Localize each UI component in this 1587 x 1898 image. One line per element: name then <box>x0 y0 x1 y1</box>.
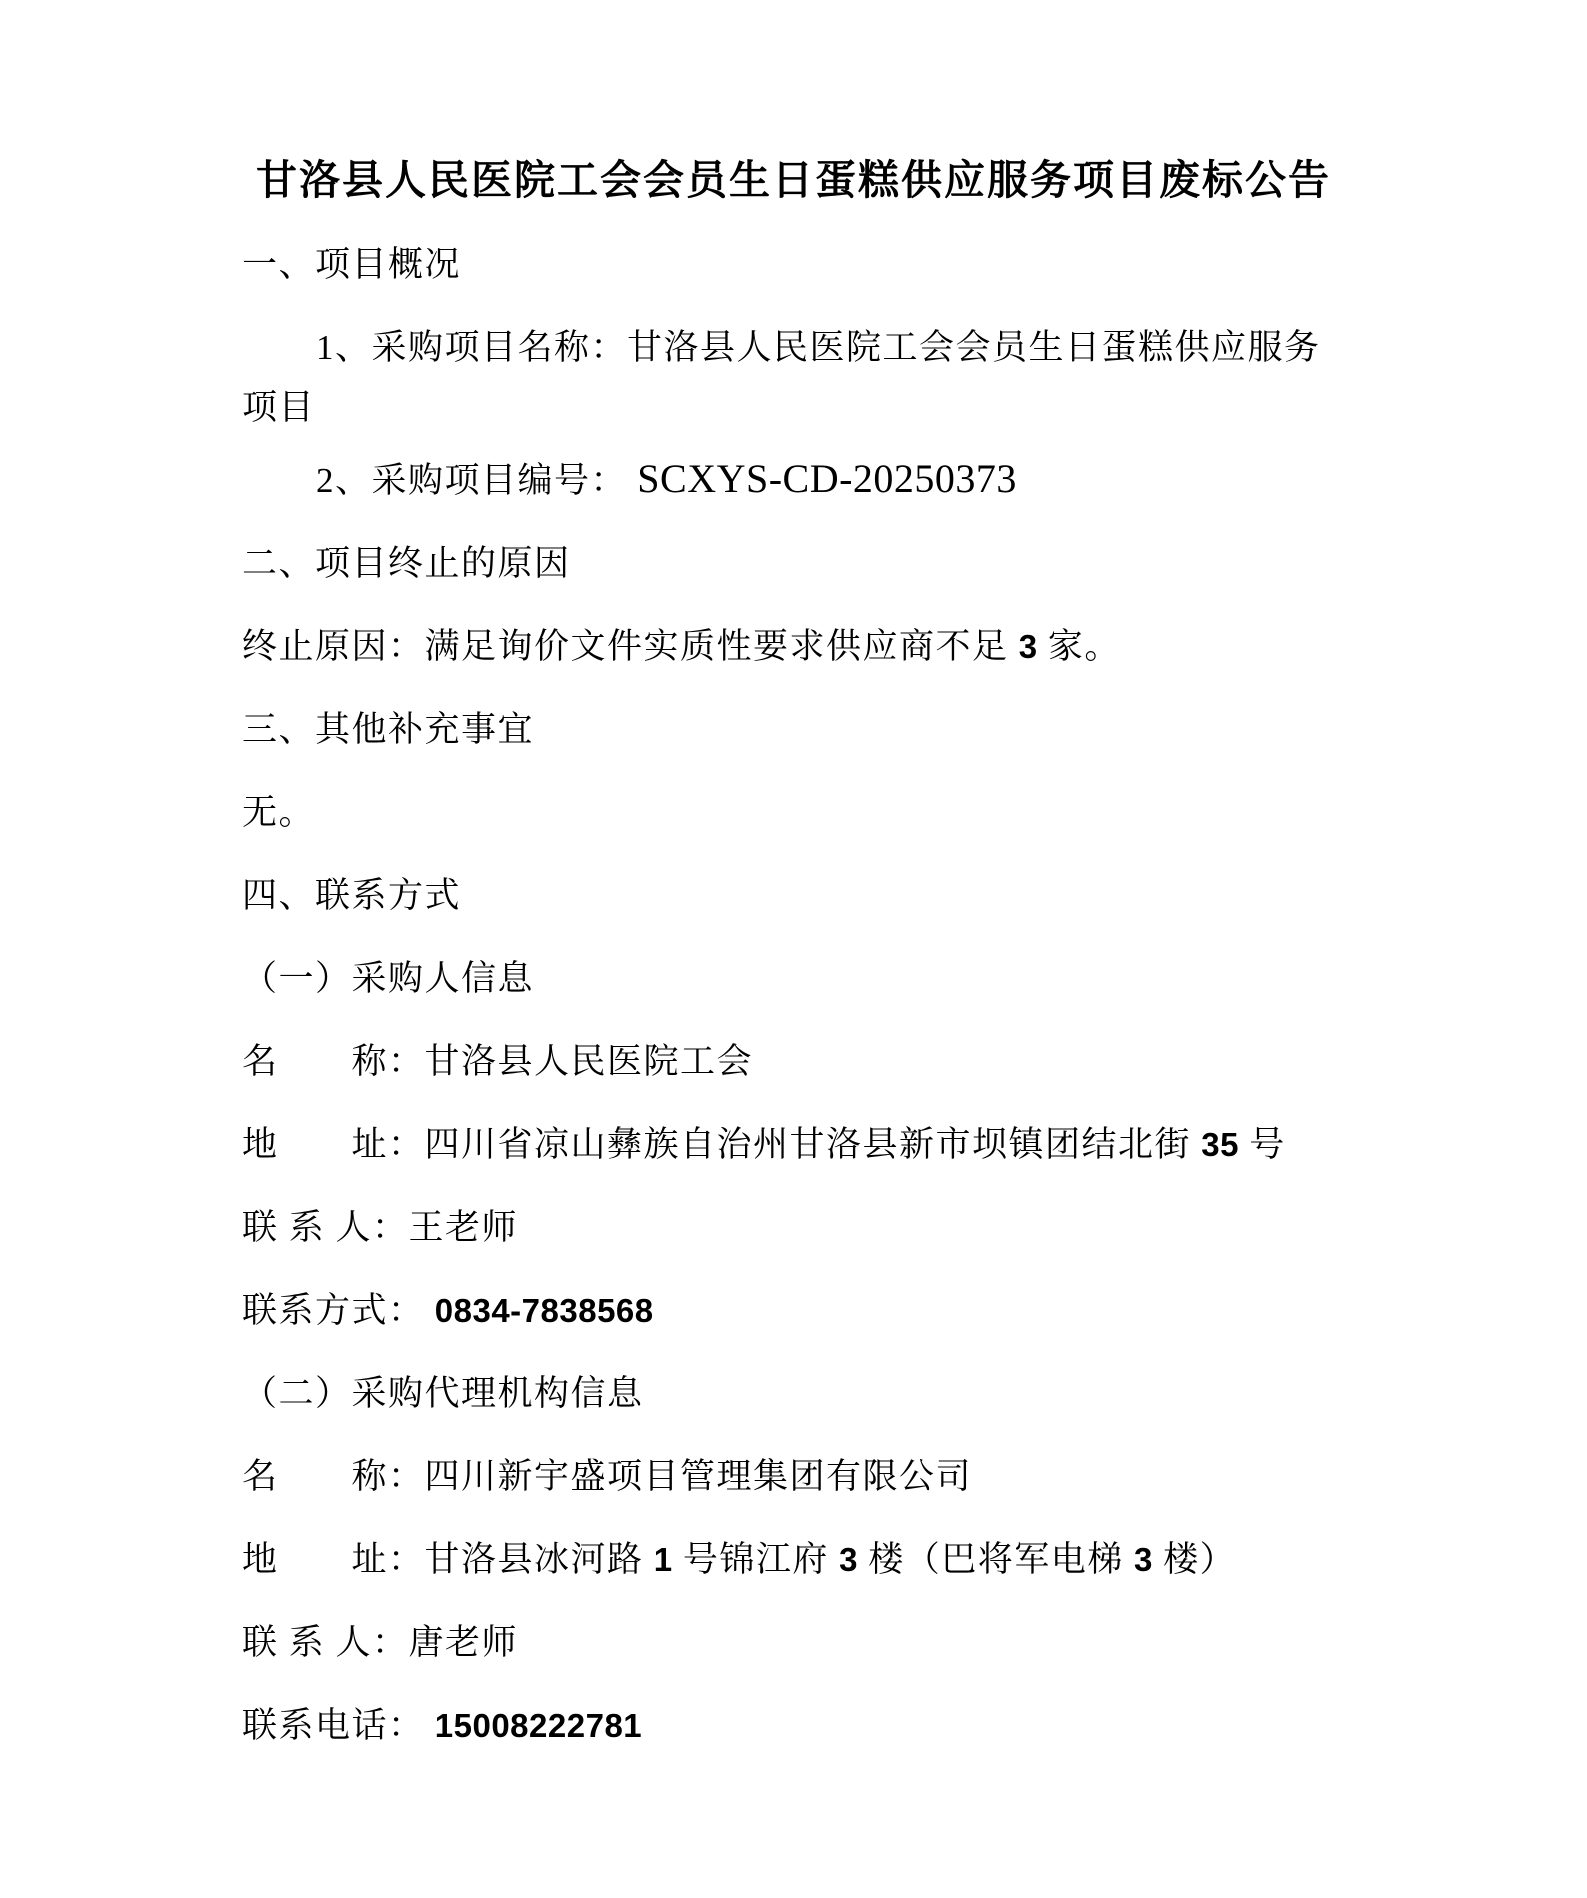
text-segment: 家。 <box>1037 627 1121 666</box>
text-segment: 项目 <box>242 388 316 427</box>
text-segment: 一、项目概况 <box>242 245 462 284</box>
text-segment: 联系电话： <box>242 1706 435 1745</box>
text-segment: 名 称：甘洛县人民医院工会 <box>242 1042 754 1081</box>
doc-body <box>0 235 1587 1756</box>
section-4-heading <box>242 866 1392 926</box>
text-segment: 1、采购项目名称：甘洛县人民医院工会会员生日蛋糕供应服务 <box>316 328 1321 367</box>
agency-name-line <box>242 1447 1392 1507</box>
text-segment: 15008222781 <box>434 1707 643 1744</box>
text-segment: SCXYS-CD-20250373 <box>637 456 1017 501</box>
text-segment: 二、项目终止的原因 <box>242 544 571 583</box>
agency-address-line <box>242 1530 1392 1590</box>
text-segment: 1 <box>653 1541 673 1578</box>
text-segment: 3 <box>1018 628 1038 665</box>
text-segment: 联 系 人：王老师 <box>242 1208 519 1247</box>
agency-contact-person-line <box>242 1613 1392 1673</box>
text-segment: 三、其他补充事宜 <box>242 710 535 749</box>
text-segment: 楼） <box>1152 1540 1237 1579</box>
agency-info-heading <box>242 1364 1392 1424</box>
purchaser-address-line <box>242 1115 1392 1175</box>
text-segment: 35 <box>1201 1126 1239 1163</box>
section-1-heading <box>242 235 1392 295</box>
purchaser-contact-method-line <box>242 1281 1392 1341</box>
text-segment: 3 <box>839 1541 858 1578</box>
text-segment: 楼（巴将军电梯 <box>858 1540 1135 1579</box>
doc-title: 甘洛县人民医院工会会员生日蛋糕供应服务项目废标公告 <box>256 157 1331 203</box>
text-segment: 号锦江府 <box>672 1540 840 1579</box>
text-segment: 联 系 人：唐老师 <box>242 1623 519 1662</box>
section-2-heading <box>242 534 1392 594</box>
purchaser-info-heading <box>242 949 1392 1009</box>
text-segment: 3 <box>1134 1541 1153 1578</box>
text-segment: 联系方式： <box>242 1291 435 1330</box>
purchaser-name-line <box>242 1032 1392 1092</box>
text-segment: 四、联系方式 <box>242 876 462 915</box>
section-3-heading <box>242 700 1392 760</box>
text-segment: 地 址：甘洛县冰河路 <box>242 1540 654 1579</box>
project-name-line-1 <box>242 318 1392 378</box>
project-number-line <box>242 449 1392 511</box>
termination-reason-line <box>242 617 1392 677</box>
agency-contact-phone-line <box>242 1696 1392 1756</box>
text-segment: 终止原因：满足询价文件实质性要求供应商不足 <box>242 627 1019 666</box>
text-segment: 无。 <box>242 793 316 832</box>
text-segment: 名 称：四川新宇盛项目管理集团有限公司 <box>242 1457 973 1496</box>
project-name-line-2 <box>242 378 1392 438</box>
text-segment: 2、采购项目编号： <box>316 461 638 500</box>
text-segment: （一）采购人信息 <box>242 959 535 998</box>
text-segment: 号 <box>1238 1125 1286 1164</box>
text-segment: 0834-7838568 <box>434 1292 654 1329</box>
text-segment: （二）采购代理机构信息 <box>242 1374 644 1413</box>
text-segment: 地 址：四川省凉山彝族自治州甘洛县新市坝镇团结北街 <box>242 1125 1202 1164</box>
supplement-none-line <box>242 783 1392 843</box>
purchaser-contact-person-line <box>242 1198 1392 1258</box>
